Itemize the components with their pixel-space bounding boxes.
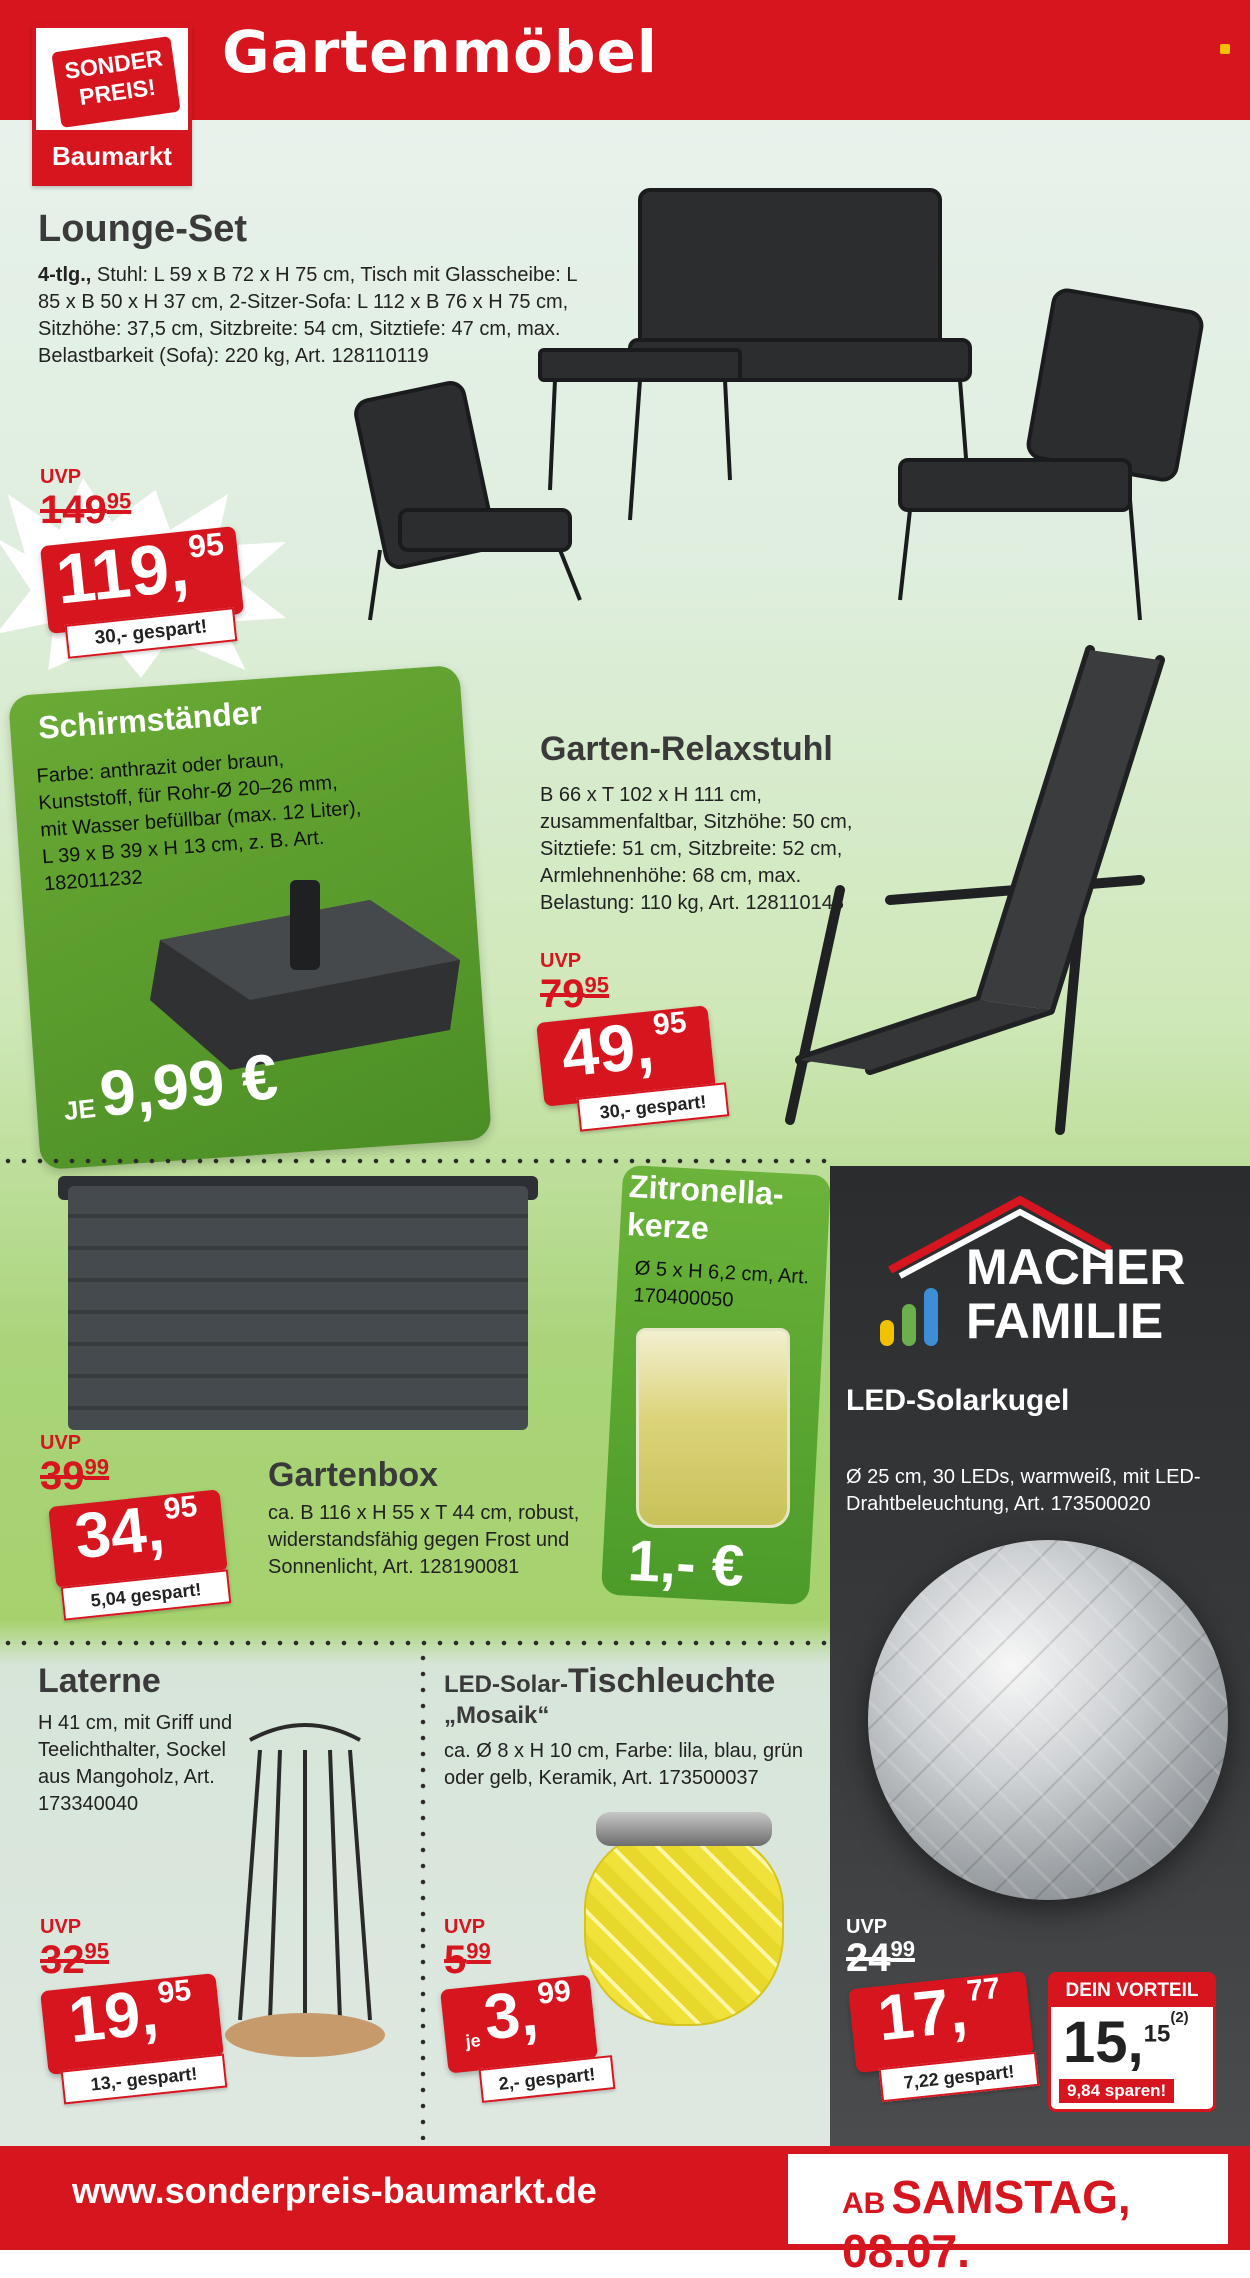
tischleuchte-price-main: 3, [480, 1976, 542, 2054]
lounge-set-image [340, 180, 1230, 630]
page-title: Gartenmöbel [222, 18, 658, 86]
macher-familie-bars-icon [880, 1288, 938, 1346]
schirm-price-value: 9,99 € [96, 1039, 281, 1131]
zitronella-description: Ø 5 x H 6,2 cm, Art. 170400050 [632, 1257, 810, 1312]
gartenbox-price-cents: 95 [162, 1489, 199, 1527]
relax-uvp-price: $79^{95}$ [540, 972, 609, 1016]
relax-price-main: 49, [557, 1007, 657, 1091]
relax-uvp-label: UVP [540, 950, 582, 972]
footer-date [842, 2170, 1250, 2278]
relax-title: Garten-Relaxstuhl [540, 730, 833, 768]
tischleuchte-title-prefix: LED-Solar- [444, 1671, 569, 1698]
relax-price-cents: 95 [651, 1005, 689, 1042]
candle-image [636, 1328, 790, 1528]
relax-description: B 66 x T 102 x H 111 cm, zusammenfaltbar, Sitzhöhe: 50 cm, Sitztiefe: 51 cm, Sitzbreite: 52 cm, Armlehnenhöhe: 68 cm, max. Belastung: 110 kg, Art. 128110143 [540, 784, 853, 914]
schirm-title: Schirmständer [36, 694, 264, 746]
tischleuchte-title [444, 1662, 775, 1701]
lounge-saved-badge: 30,- gespart! [65, 607, 238, 659]
dotted-separator-vertical [420, 1650, 426, 2140]
tischleuchte-subtitle: „Mosaik“ [444, 1702, 550, 1729]
lounge-desc-bold: 4-tlg., [38, 264, 92, 286]
gartenbox-image [68, 1186, 528, 1430]
logo-badge [51, 36, 180, 128]
schirm-price-prefix: JE [62, 1092, 98, 1127]
lantern-image [220, 1720, 390, 2070]
solarkugel-price-cents: 77 [965, 1971, 1002, 2009]
dotted-separator-mid [0, 1640, 830, 1646]
umbrella-stand-image [150, 880, 470, 1070]
logo-line2: PREIS! [77, 73, 158, 111]
lounge-price-main: 119, [52, 527, 193, 619]
dotted-separator-top [0, 1158, 830, 1164]
crackle-glass-globe-image [868, 1540, 1228, 1900]
solarkugel-title: LED-Solarkugel [846, 1384, 1070, 1417]
tischleuchte-price-prefix: je [464, 2030, 482, 2052]
relax-saved-badge: 30,- gespart! [577, 1082, 730, 1131]
zitronella-price: 1,- € [626, 1528, 746, 1599]
gartenbox-title: Gartenbox [268, 1456, 439, 1494]
gartenbox-description: ca. B 116 x H 55 x T 44 cm, robust, widerstandsfähig gegen Frost und Sonnenlicht, Art. 128190081 [268, 1502, 580, 1578]
solarkugel-uvp-label: UVP [846, 1916, 888, 1938]
laterne-price-main: 19, [65, 1975, 162, 2057]
tischleuchte-title-main: Tischleuchte [568, 1662, 776, 1700]
gartenbox-saved-badge: 5,04 gespart! [61, 1569, 232, 1620]
vorteil-price: 15,$^{15(2)}$ [1063, 2009, 1189, 2075]
gartenbox-uvp-label: UVP [40, 1432, 82, 1454]
zitronella-title: Zitronella-kerze [626, 1168, 785, 1247]
tischleuchte-uvp-label: UVP [444, 1916, 486, 1938]
laterne-price-cents: 95 [156, 1973, 193, 2011]
footer-date-prefix: AB [842, 2187, 886, 2220]
lounge-uvp-price: $149^{95}$ [40, 488, 132, 532]
brand-logo[interactable] [32, 24, 192, 186]
mosaic-jar-image [584, 1830, 784, 2026]
schirm-description: Farbe: anthrazit oder braun, Kunststoff, für Rohr-Ø 20–26 mm, mit Wasser befüllbar (max. 12 Liter), L 39 x B 39 x H 13 cm, z. B. Art. 182011232 [35, 748, 362, 896]
gartenbox-uvp-price: $39^{99}$ [40, 1454, 109, 1498]
vorteil-label: DEIN VORTEIL [1051, 1975, 1213, 2007]
tischleuchte-saved-badge: 2,- gespart! [479, 2055, 616, 2103]
solarkugel-price-main: 17, [874, 1973, 971, 2055]
logo-name: Baumarkt [36, 130, 188, 182]
relax-chair-image [760, 640, 1220, 1140]
lounge-desc-text: Stuhl: L 59 x B 72 x H 75 cm, Tisch mit Glasscheibe: L 85 x B 50 x H 37 cm, 2-Sitzer-Sofa: L 112 x B 76 x H 75 cm, Sitzhöhe: 37,5 cm, Sitzbreite: 54 cm, Sitztiefe: 47 cm, max. Belastbarkeit (Sofa): 220 kg, Art. 128110119 [38, 264, 577, 367]
macher-line2: FAMILIE [966, 1293, 1164, 1349]
gartenbox-price-main: 34, [71, 1491, 168, 1573]
solarkugel-description: Ø 25 cm, 30 LEDs, warmweiß, mit LED-Drahtbeleuchtung, Art. 173500020 [846, 1466, 1201, 1515]
logo-line1: SONDER [62, 44, 165, 84]
tischleuchte-description: ca. Ø 8 x H 10 cm, Farbe: lila, blau, grün oder gelb, Keramik, Art. 173500037 [444, 1740, 804, 1789]
tischleuchte-uvp-price: $5^{99}$ [444, 1938, 491, 1982]
laterne-uvp-label: UVP [40, 1916, 82, 1938]
lounge-uvp-label: UVP [40, 466, 82, 488]
lounge-price-cents: 95 [186, 525, 226, 565]
vorteil-saved: 9,84 sparen! [1059, 2079, 1174, 2103]
laterne-description: H 41 cm, mit Griff und Teelichthalter, Sockel aus Mangoholz, Art. 173340040 [38, 1712, 233, 1815]
corner-mark-icon [1220, 44, 1230, 54]
lounge-title: Lounge-Set [38, 208, 247, 250]
tischleuchte-price-cents: 99 [535, 1974, 573, 2011]
dein-vorteil-box [1048, 1972, 1216, 2112]
laterne-saved-badge: 13,- gespart! [61, 2054, 228, 2105]
laterne-title: Laterne [38, 1662, 161, 1700]
solarkugel-saved-badge: 7,22 gespart! [879, 2052, 1040, 2102]
solarkugel-uvp-price: $24^{99}$ [846, 1936, 915, 1980]
footer-website-link[interactable]: www.sonderpreis-baumarkt.de [72, 2170, 597, 2211]
macher-line1: MACHER [966, 1239, 1186, 1295]
laterne-uvp-price: $32^{95}$ [40, 1938, 109, 1982]
footer-date-value: SAMSTAG, 08.07. [842, 2171, 1131, 2277]
macher-familie-logo [966, 1240, 1185, 1348]
solar-lid-image [596, 1812, 772, 1846]
